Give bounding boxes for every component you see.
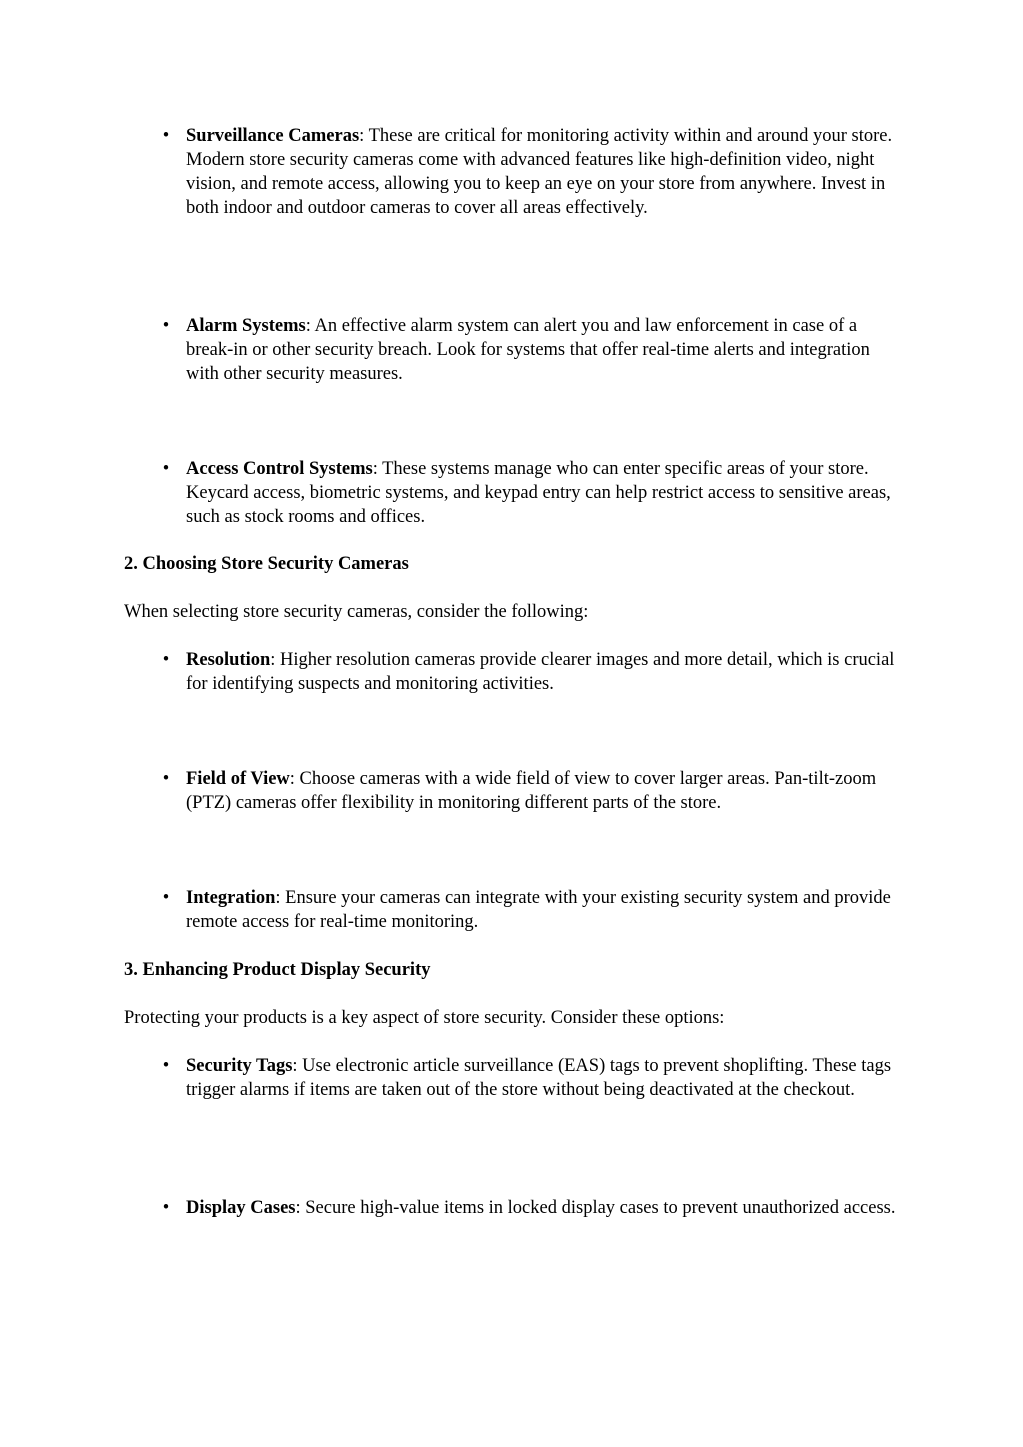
list-item-integration [162,886,906,934]
list-item-resolution [162,648,906,696]
list-item-description: : Choose cameras with a wide field of view to cover larger areas. Pan-tilt-zoom (PTZ) cameras offer flexibility in monitoring different parts of the store. [186,769,877,813]
list-item-alarm-systems [162,314,906,386]
list-item-description: : Secure high-value items in locked display cases to prevent unauthorized access. [295,1198,896,1218]
list-item-display-cases [162,1196,906,1220]
list-item-description: : These systems manage who can enter specific areas of your store. Keycard access, biometric systems, and keypad entry can help restrict access to sensitive areas, such as stock rooms and offices. [186,459,891,527]
list-item-term: Display Cases [186,1198,296,1218]
section-intro-paragraph: Protecting your products is a key aspect of store security. Consider these options: [124,1008,725,1028]
section-heading-product-display: 3. Enhancing Product Display Security [124,960,431,980]
bullet-icon: • [162,769,170,789]
list-item-description: : Ensure your cameras can integrate with your existing security system and provide remote access for real-time monitoring. [186,888,891,932]
list-item-term: Field of View [186,769,290,789]
list-item-field-of-view [162,767,906,815]
list-item-security-tags [162,1054,906,1102]
bullet-icon: • [162,1056,170,1076]
bullet-icon: • [162,126,170,146]
bullet-icon: • [162,1198,170,1218]
list-item-description: : Higher resolution cameras provide clearer images and more detail, which is crucial for identifying suspects and monitoring activities. [186,650,895,694]
list-item-description: : An effective alarm system can alert you and law enforcement in case of a break-in or other security breach. Look for systems that offer real-time alerts and integration with other security measures. [186,316,870,384]
bullet-icon: • [162,316,170,336]
section-heading-choosing-cameras: 2. Choosing Store Security Cameras [124,554,409,574]
list-item-term: Security Tags [186,1056,293,1076]
list-item-term: Surveillance Cameras [186,126,360,146]
bullet-icon: • [162,650,170,670]
list-item-term: Access Control Systems [186,459,373,479]
bullet-icon: • [162,888,170,908]
list-item-access-control-systems [162,457,906,529]
list-item-term: Alarm Systems [186,316,306,336]
list-item-description: : These are critical for monitoring activity within and around your store. Modern store security cameras come with advanced features like high-definition video, night vision, and remote access, allowing you to keep an eye on your store from anywhere. Invest in both indoor and outdoor cameras to cover all areas effectively. [186,126,893,218]
list-item-term: Resolution [186,650,271,670]
list-item-surveillance-cameras [162,124,906,220]
list-item-term: Integration [186,888,276,908]
bullet-icon: • [162,459,170,479]
list-item-description: : Use electronic article surveillance (EAS) tags to prevent shoplifting. These tags trigger alarms if items are taken out of the store without being deactivated at the checkout. [186,1056,892,1100]
section-intro-paragraph: When selecting store security cameras, consider the following: [124,602,589,622]
